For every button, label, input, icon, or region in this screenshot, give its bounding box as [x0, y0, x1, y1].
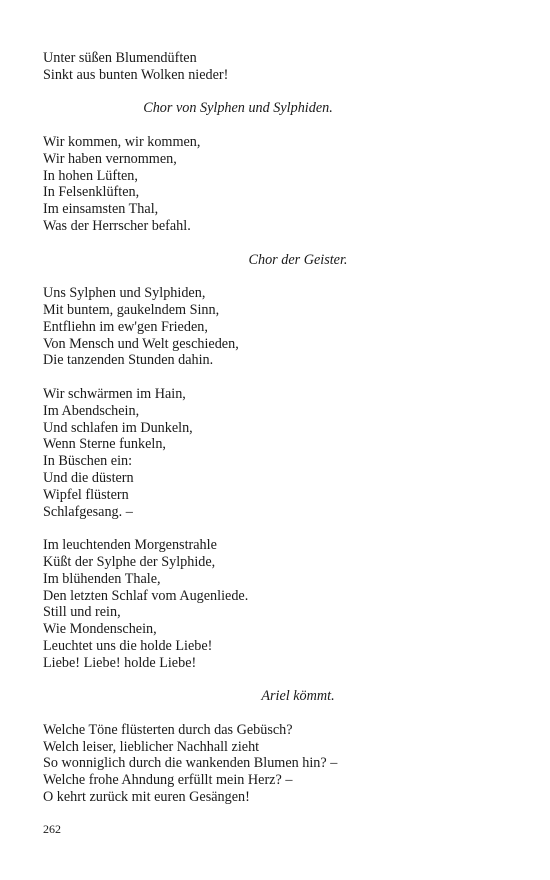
stanza-gap	[43, 705, 473, 722]
stanza	[43, 50, 473, 84]
stanza	[43, 285, 473, 369]
stanza	[43, 537, 473, 671]
speaker-heading: Chor der Geister.	[248, 251, 348, 268]
verse-line: Leuchtet uns die holde Liebe!	[43, 637, 213, 654]
stanza-gap	[43, 671, 473, 688]
stanza-gap	[43, 268, 473, 285]
verse-line: Wir schwärmen im Hain,	[43, 385, 186, 402]
verse-line: So wonniglich durch die wankenden Blumen hin? –	[43, 755, 338, 772]
verse-line: Uns Sylphen und Sylphiden,	[43, 285, 206, 302]
verse-line: Welch leiser, lieblicher Nachhall zieht	[43, 738, 260, 755]
verse-line: Wipfel flüstern	[43, 486, 129, 503]
verse-line: Wenn Sterne funkeln,	[43, 436, 166, 453]
verse-line: Im blühenden Thale,	[43, 570, 161, 587]
stanza	[43, 134, 473, 235]
verse-line: O kehrt zurück mit euren Gesängen!	[43, 789, 250, 806]
verse-line: Wir haben vernommen,	[43, 150, 177, 167]
verse-line: Wir kommen, wir kommen,	[43, 133, 201, 150]
speaker-heading: Chor von Sylphen und Sylphiden.	[143, 100, 333, 117]
verse-line: In hohen Lüften,	[43, 167, 138, 184]
verse-line: Still und rein,	[43, 604, 121, 621]
speaker-heading: Ariel kömmt.	[261, 688, 335, 705]
verse-line: Im leuchtenden Morgenstrahle	[43, 537, 217, 554]
verse-line: Und die düstern	[43, 469, 134, 486]
verse-line: Im Abendschein,	[43, 402, 140, 419]
verse-line: In Felsenklüften,	[43, 184, 140, 201]
stanza-gap	[43, 84, 473, 101]
verse-line: Den letzten Schlaf vom Augenliede.	[43, 587, 249, 604]
verse-line: Schlafgesang. –	[43, 503, 133, 520]
verse-line: Küßt der Sylphe der Sylphide,	[43, 553, 216, 570]
verse-line: In Büschen ein:	[43, 453, 133, 470]
stanza	[43, 722, 473, 806]
verse-line: Unter süßen Blumendüften	[43, 50, 197, 66]
verse-line: Und schlafen im Dunkeln,	[43, 419, 193, 436]
verse-line: Welche frohe Ahndung erfüllt mein Herz? –	[43, 772, 293, 789]
stanza-gap	[43, 369, 473, 386]
stanza	[43, 386, 473, 520]
stanza-gap	[43, 520, 473, 537]
verse-line: Mit buntem, gaukelndem Sinn,	[43, 301, 220, 318]
verse-line: Liebe! Liebe! holde Liebe!	[43, 654, 197, 671]
verse-line: Wie Mondenschein,	[43, 621, 157, 638]
verse-line: Was der Herrscher befahl.	[43, 217, 191, 234]
verse-line: Im einsamsten Thal,	[43, 201, 159, 218]
page-number: 262	[43, 822, 61, 836]
stanza-gap	[43, 117, 473, 134]
verse-line: Welche Töne flüsterten durch das Gebüsch?	[43, 721, 293, 738]
verse-line: Die tanzenden Stunden dahin.	[43, 352, 214, 369]
stanza-gap	[43, 235, 473, 252]
verse-line: Von Mensch und Welt geschieden,	[43, 335, 239, 352]
page-text	[43, 50, 473, 806]
verse-line: Sinkt aus bunten Wolken nieder!	[43, 66, 229, 83]
verse-line: Entfliehn im ew'gen Frieden,	[43, 318, 208, 335]
